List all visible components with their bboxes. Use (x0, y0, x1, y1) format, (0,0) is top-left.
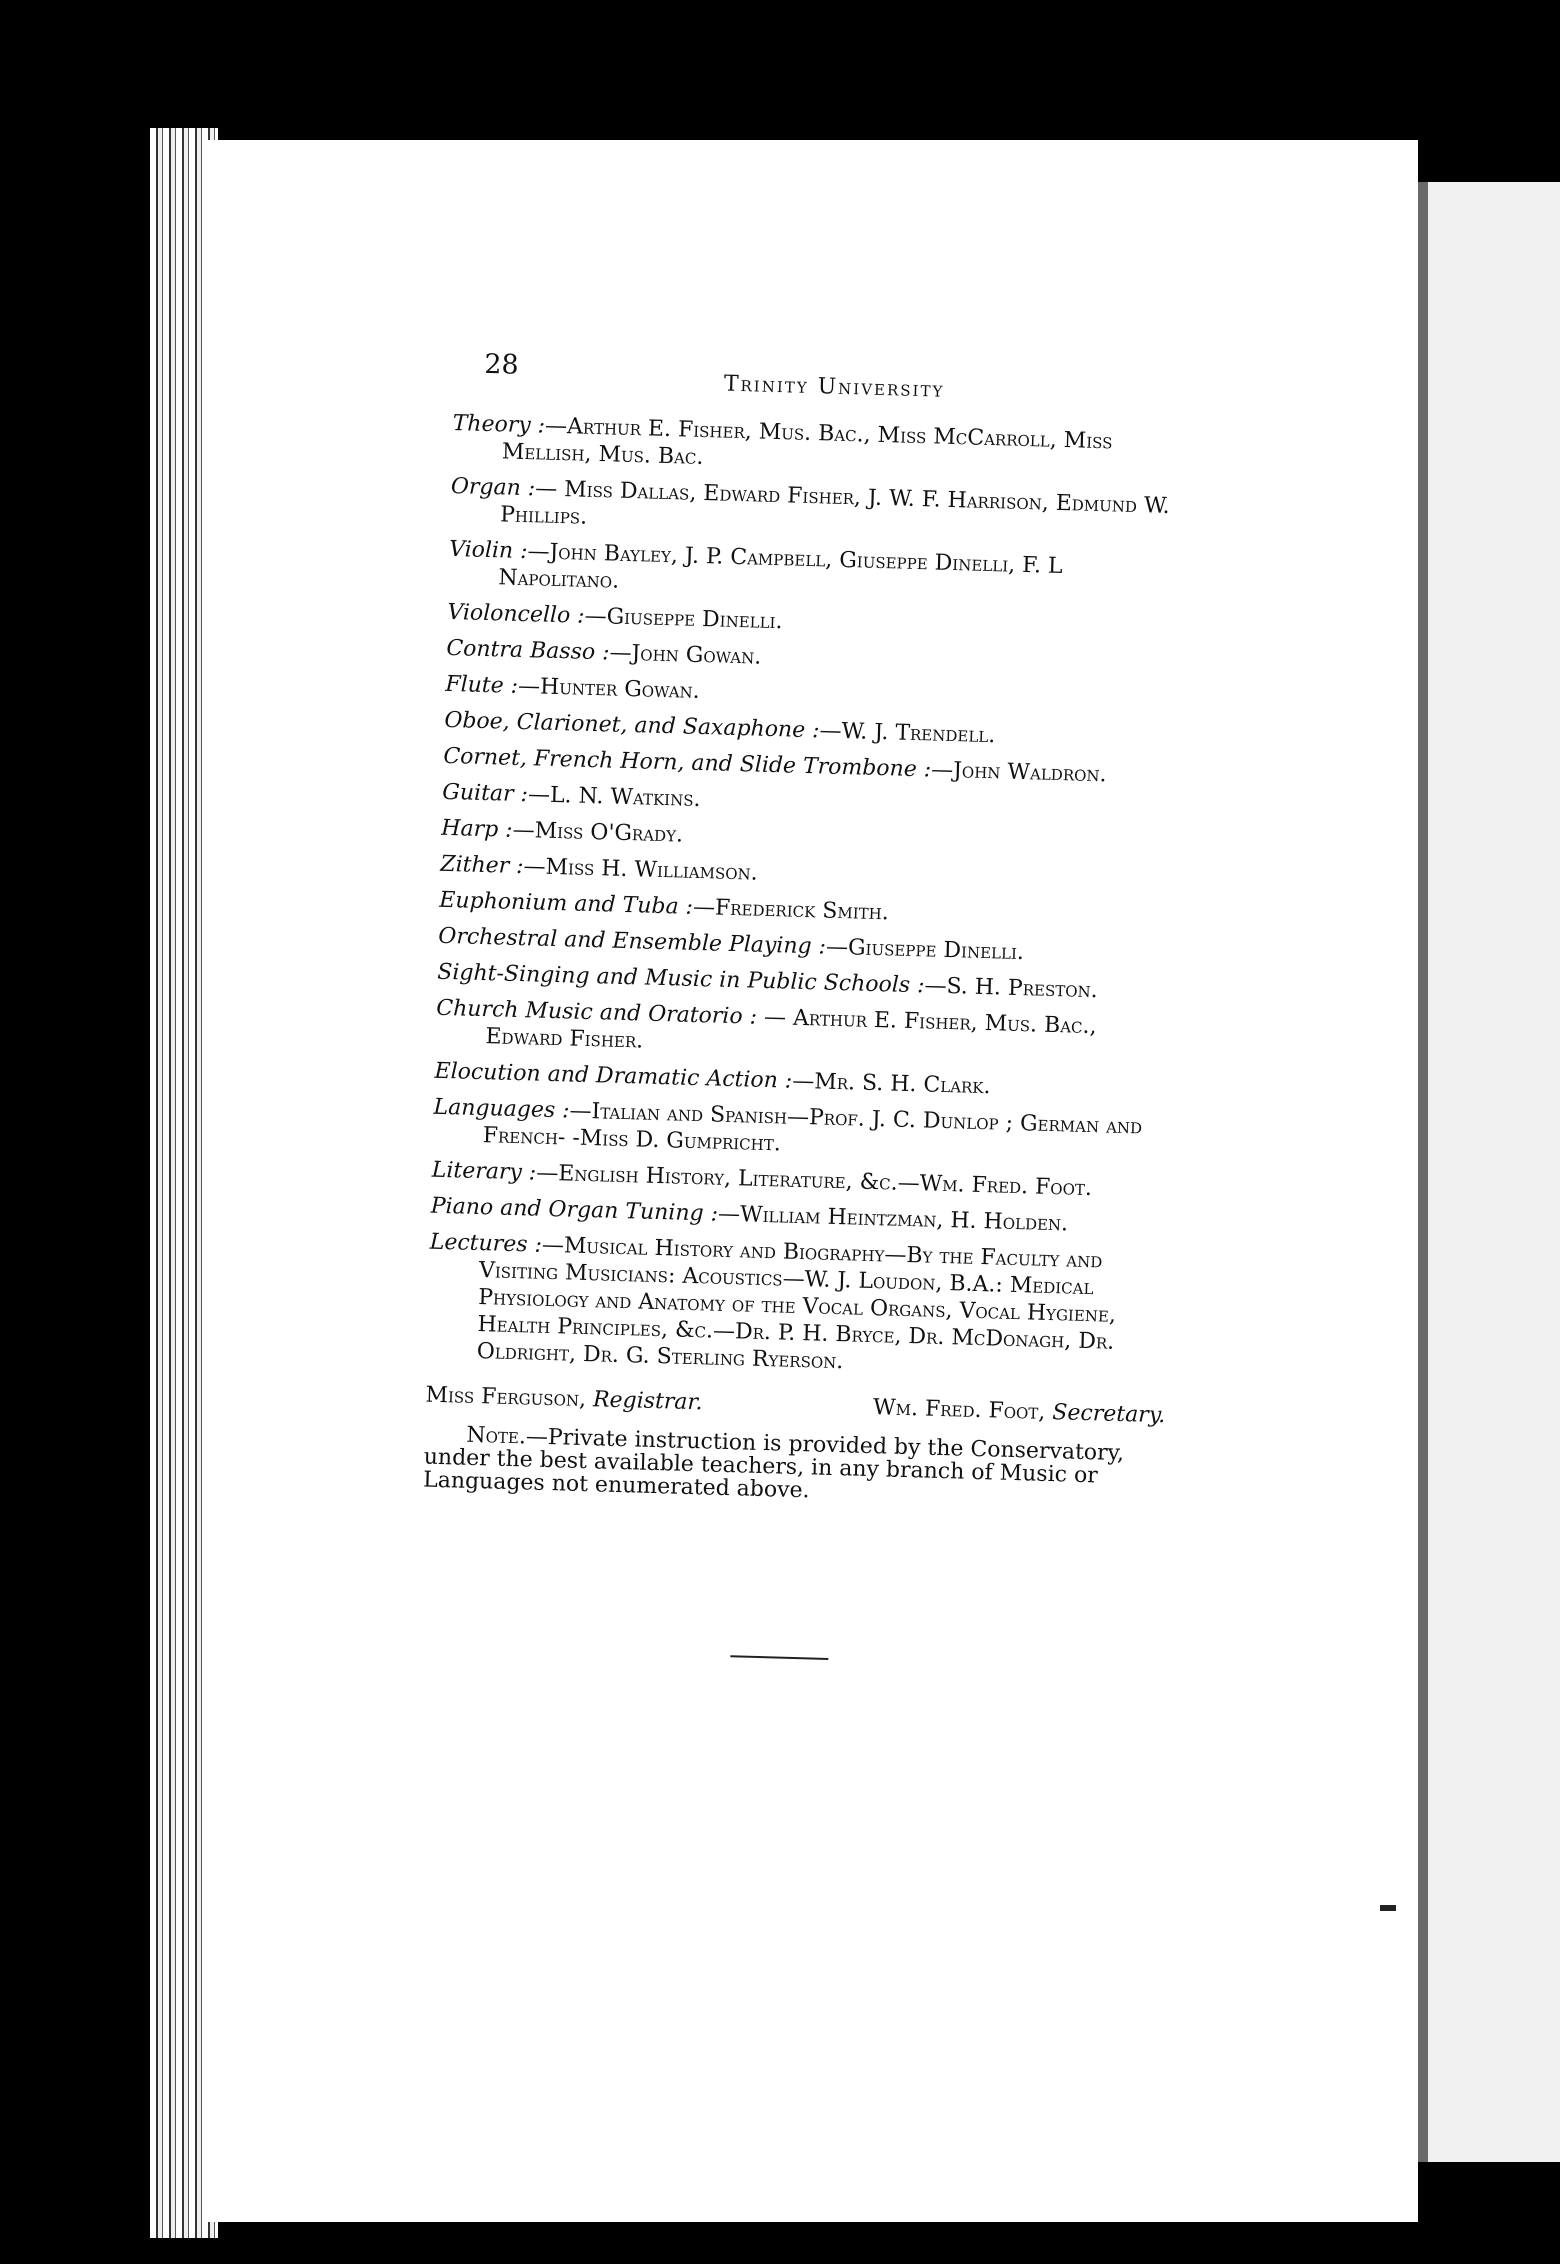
entry-text: —Arthur E. Fisher, Mus. Bac., Miss McCarroll, Miss Mellish, Mus. Bac. (501, 413, 1113, 470)
entry-label: Orchestral and Ensemble Playing : (437, 923, 827, 960)
entry-text: —John Bayley, J. P. Campbell, Giuseppe Dinelli, F. L Napolitano. (498, 539, 1063, 594)
entry-text: —Mr. S. H. Clark. (791, 1068, 991, 1100)
entry-label: Lectures : (429, 1229, 543, 1258)
entry-label: Flute : (445, 671, 519, 699)
secretary-role: Secretary. (1052, 1400, 1166, 1429)
facing-page-edge (1418, 182, 1560, 2162)
entry-label: Guitar : (442, 779, 529, 808)
entry-text: —William Heintzman, H. Holden. (717, 1201, 1069, 1237)
entry-text: —Hunter Gowan. (517, 673, 701, 704)
scan-mark (1380, 1905, 1396, 1911)
entry-text: —Musical History and Biography—By the Faculty and Visiting Musicians: Acoustics—W. J. Loudon, B.A.: Medical Physiology and Anatomy of the Vocal Organs, Vocal Hygiene, Health Principles, &c.—Dr. P. H. Bryce, Dr. McDonagh, Dr. Oldright, Dr. G. Sterling Ryerson. (476, 1232, 1117, 1375)
entry-text: —John Waldron. (930, 757, 1107, 788)
entry-text: —W. J. Trendell. (819, 718, 996, 749)
note-text: —Private instruction is provided by the Conservatory, under the best available teachers, in any branch of Music or Languages not enumerated above. (422, 1424, 1125, 1504)
signature-line (425, 1382, 1165, 1430)
entry-label: Oboe, Clarionet, and Saxaphone : (444, 707, 820, 744)
faculty-entry (426, 1229, 1169, 1385)
secretary-name: Wm. Fred. Foot, (872, 1395, 1046, 1425)
entry-label: Violin : (448, 536, 528, 565)
faculty-list (426, 410, 1192, 1384)
entry-text: —Giuseppe Dinelli. (825, 934, 1025, 966)
faculty-entry (448, 536, 1189, 611)
entry-label: Zither : (440, 851, 524, 880)
entry-text: —L. N. Watkins. (527, 782, 701, 813)
note-heading: Note. (466, 1422, 527, 1450)
page-number: 28 (483, 348, 520, 381)
registrar-name: Miss Ferguson, (425, 1382, 587, 1413)
entry-label: Piano and Organ Tuning : (430, 1193, 719, 1227)
entry-label: Sight-Singing and Music in Public Schools : (436, 959, 925, 999)
note-paragraph (423, 1423, 1165, 1513)
entry-label: Languages : (433, 1094, 570, 1124)
entry-text: —English History, Literature, &c.—Wm. Fred. Foot. (535, 1160, 1093, 1202)
secretary (873, 1394, 1166, 1429)
entry-text: — Miss Dallas, Edward Fisher, J. W. F. Harrison, Edmund W. Phillips. (499, 476, 1171, 530)
entry-text: —Giuseppe Dinelli. (584, 603, 783, 635)
entry-text: —Miss O'Grady. (512, 817, 684, 848)
page-content (418, 340, 1194, 1669)
entry-text: —Frederick Smith. (692, 894, 890, 926)
entry-text: —John Gowan. (609, 640, 762, 670)
entry-text: —Italian and Spanish—Prof. J. C. Dunlop ; German and French- -Miss D. Gumpricht. (482, 1098, 1143, 1157)
entry-label: Church Music and Oratorio : (435, 995, 758, 1030)
entry-label: Violoncello : (447, 599, 585, 629)
faculty-entry (432, 1094, 1173, 1169)
entry-label: Elocution and Dramatic Action : (434, 1058, 793, 1094)
entry-text: —Miss H. Williamson. (523, 854, 759, 886)
entry-label: Harp : (441, 815, 513, 843)
faculty-entry (450, 473, 1191, 548)
entry-label: Literary : (431, 1157, 537, 1186)
entry-label: Contra Basso : (446, 635, 610, 666)
entry-text: — Arthur E. Fisher, Mus. Bac., Edward Fisher. (485, 1004, 1097, 1054)
running-head: Trinity University (723, 371, 945, 403)
entry-label: Theory : (452, 410, 546, 439)
faculty-entry (435, 995, 1176, 1070)
entry-label: Euphonium and Tuba : (439, 887, 694, 920)
entry-label: Organ : (450, 473, 536, 502)
registrar-role: Registrar. (592, 1387, 703, 1416)
entry-label: Cornet, French Horn, and Slide Trombone : (443, 743, 932, 783)
entry-text: —S. H. Preston. (924, 973, 1099, 1004)
